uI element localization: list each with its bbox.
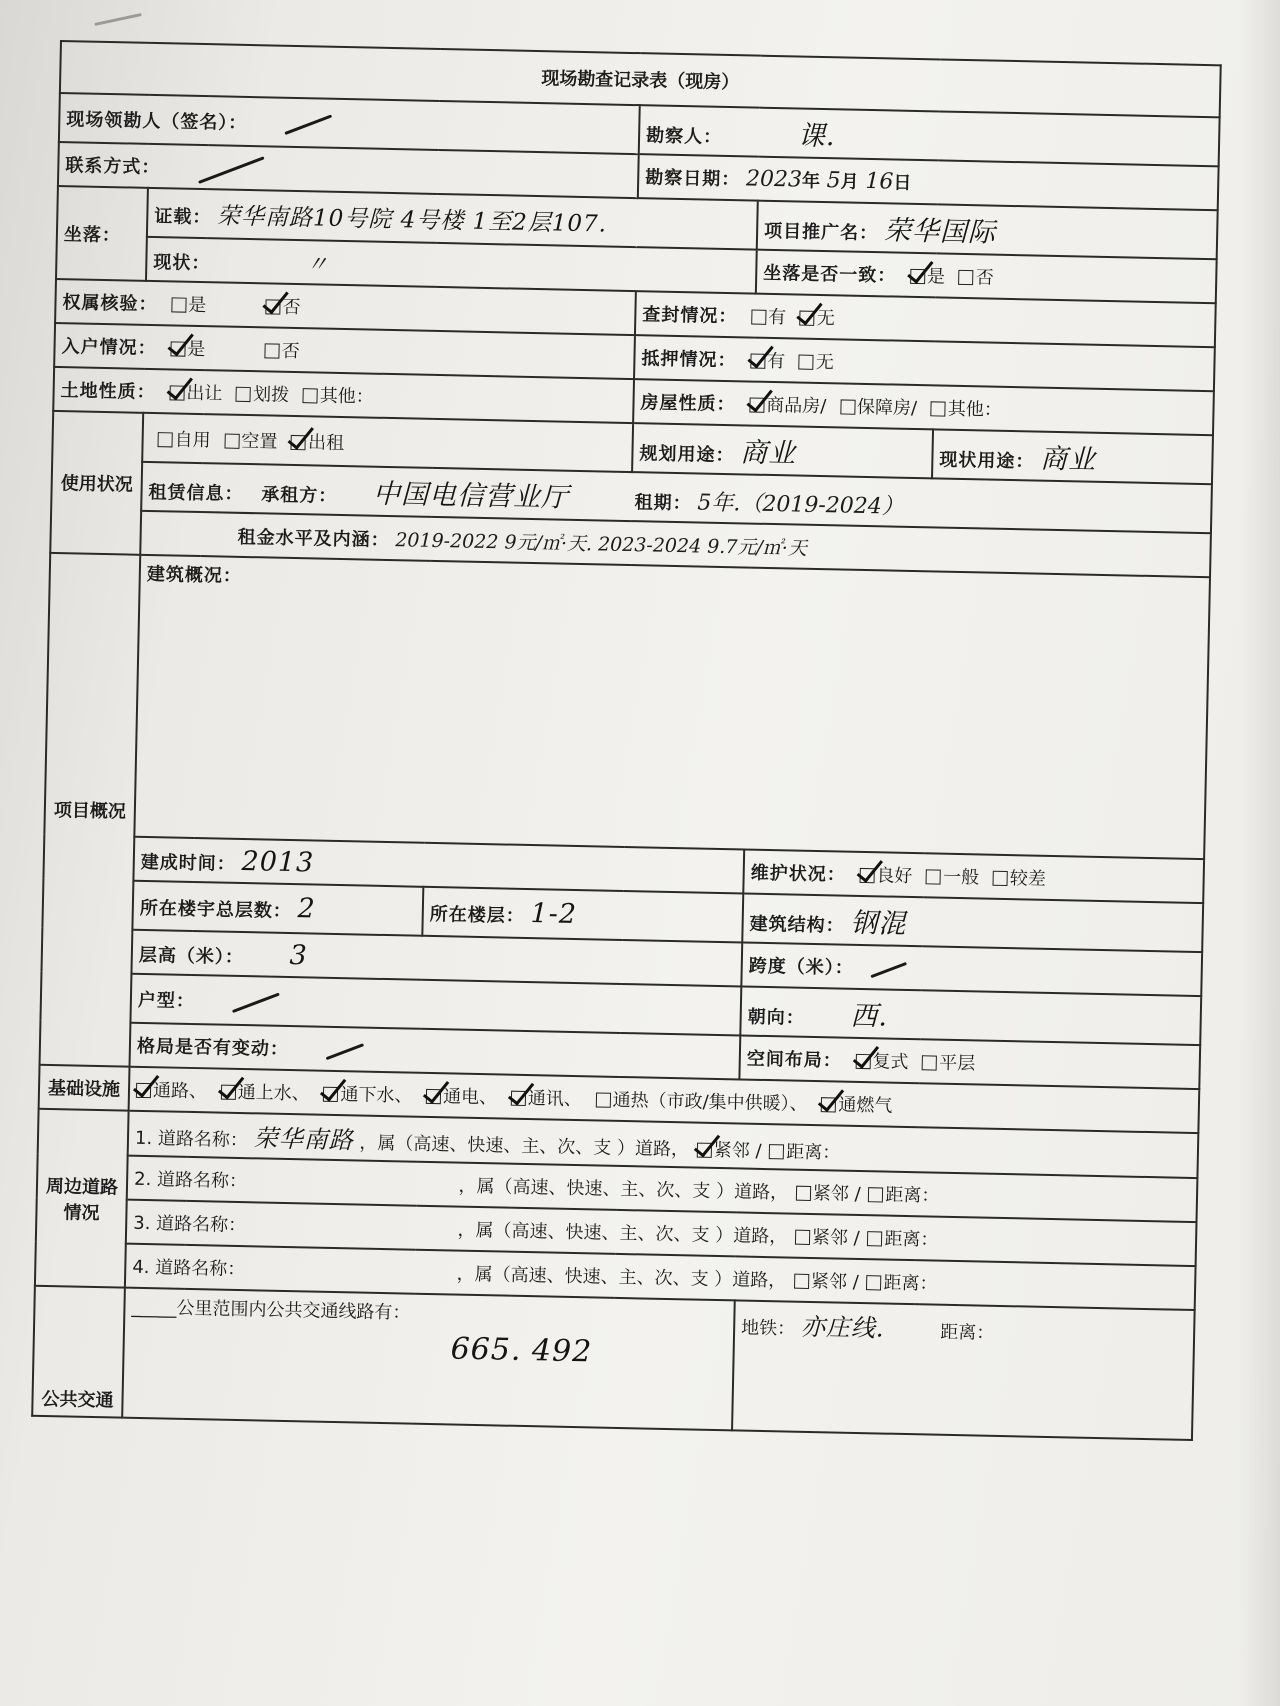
road-adjacent-label: 紧邻 <box>811 1227 849 1249</box>
road-adjacent-checkbox[interactable] <box>697 1143 712 1158</box>
orientation-value: 西. <box>850 1000 889 1033</box>
space-duplex-checkbox[interactable] <box>855 1054 870 1069</box>
road-separator: / <box>848 1183 867 1206</box>
road-number-label: 1. 道路名称： <box>134 1127 249 1152</box>
page-shadow <box>1240 0 1280 1706</box>
road-adjacent-label: 紧邻 <box>812 1183 850 1205</box>
date-month-value: 5 <box>826 168 841 194</box>
land-allocation-label: 划拨 <box>252 384 290 406</box>
road-adjacent-label: 紧邻 <box>713 1139 750 1162</box>
road-number-label: 3. 道路名称： <box>133 1212 247 1237</box>
mortgage-none-checkbox[interactable] <box>799 355 814 370</box>
distance-label: 距离： <box>940 1321 995 1344</box>
infra-telecom-checkbox[interactable] <box>511 1091 526 1106</box>
road-name-value: 荣华南路 <box>253 1124 354 1155</box>
infra-water-supply-checkbox[interactable] <box>221 1085 236 1100</box>
transit-label: 公共交通 <box>32 1286 125 1418</box>
infra-drainage-label: 通下水、 <box>340 1084 413 1107</box>
mortgage-label: 抵押情况： <box>641 348 737 372</box>
match-yes-label: 是 <box>926 266 946 288</box>
match-no-label: 否 <box>975 267 994 289</box>
ownership-yes-label: 是 <box>187 294 207 317</box>
infra-heating-label: 通热（市政/集中供暖）、 <box>612 1089 808 1115</box>
ownership-label: 权属核验： <box>62 292 158 316</box>
entry-no-checkbox[interactable] <box>265 343 280 358</box>
total-floors-label: 所在楼宇总层数： <box>139 897 293 923</box>
space-flat-checkbox[interactable] <box>922 1055 937 1070</box>
mortgage-have-label: 有 <box>766 350 786 373</box>
house-affordable-checkbox[interactable] <box>840 399 855 414</box>
infrastructure-label: 基础设施 <box>39 1065 130 1111</box>
mortgage-none-label: 无 <box>815 351 835 374</box>
seizure-none-checkbox[interactable] <box>800 311 815 326</box>
entry-yes-checkbox[interactable] <box>170 341 185 356</box>
seizure-have-label: 有 <box>767 306 787 329</box>
date-label: 勘察日期： <box>645 167 741 191</box>
span-label: 跨度（米）： <box>748 955 854 979</box>
floor-value: 1-2 <box>530 898 578 931</box>
road-grade-text: ，属（高速、快速、主、次、支 ）道路， <box>456 1263 787 1292</box>
maintenance-label: 维护状况： <box>750 862 846 886</box>
infra-road-label: 通路、 <box>152 1080 208 1103</box>
road-grade-text: ，属（高速、快速、主、次、支 ）道路， <box>457 1219 788 1248</box>
ownership-no-label: 否 <box>282 296 301 319</box>
road-separator: / <box>846 1271 865 1294</box>
cert-label: 证载： <box>154 206 212 229</box>
leader-label: 现场领勘人（签名）： <box>66 108 248 134</box>
span-blank-slash <box>870 961 907 977</box>
road-distance-checkbox[interactable] <box>868 1187 883 1202</box>
usage-label: 使用状况 <box>50 411 143 555</box>
building-overview-label: 建筑概况： <box>146 563 243 587</box>
structure-label: 建筑结构： <box>749 913 845 937</box>
unit-type-blank-slash <box>232 993 280 1014</box>
house-commercial-label: 商品房/ <box>766 394 827 418</box>
planned-use-label: 规划用途： <box>639 443 735 467</box>
road-distance-label: 距离： <box>885 1184 940 1207</box>
survey-form <box>26 40 1220 1704</box>
planned-use-cell <box>632 423 933 478</box>
ownership-yes-checkbox[interactable] <box>171 297 186 312</box>
location-match-label: 坐落是否一致： <box>763 262 897 287</box>
infra-gas-checkbox[interactable] <box>821 1097 836 1112</box>
built-time-value: 2013 <box>241 845 315 879</box>
land-transfer-label: 出让 <box>186 382 223 405</box>
road-separator: / <box>847 1227 866 1250</box>
project-name-label: 项目推广名： <box>763 220 879 245</box>
road-distance-checkbox[interactable] <box>866 1275 881 1290</box>
land-transfer-checkbox[interactable] <box>169 385 184 400</box>
contact-label: 联系方式： <box>65 155 161 179</box>
seizure-label: 查封情况： <box>642 304 738 328</box>
date-day-value: 16 <box>865 168 894 195</box>
project-overview-label: 项目概况 <box>40 553 141 1067</box>
bus-lines-value: 665. 492 <box>450 1331 593 1370</box>
maintenance-poor-checkbox[interactable] <box>993 871 1008 886</box>
infra-water-supply-label: 通上水、 <box>237 1081 310 1105</box>
usage-vacant-checkbox[interactable] <box>224 433 239 448</box>
subway-label: 地铁： <box>740 1317 796 1340</box>
infra-power-label: 通电、 <box>442 1086 498 1109</box>
infra-road-checkbox[interactable] <box>136 1083 151 1098</box>
maintenance-average-label: 一般 <box>942 866 980 889</box>
road-grade-text: ，属（高速、快速、主、次、支 ）道路， <box>458 1175 789 1204</box>
road-number-label: 2. 道路名称： <box>133 1168 248 1193</box>
unit-type-label: 户型： <box>137 989 196 1012</box>
transit-lines-cell <box>122 1288 735 1431</box>
road-separator: / <box>749 1140 768 1163</box>
house-other-label: 其他： <box>947 398 1003 421</box>
usage-rent-checkbox[interactable] <box>291 434 306 449</box>
road-adjacent-checkbox[interactable] <box>794 1274 809 1289</box>
building-overview-cell <box>134 555 1210 859</box>
status-value: 〃 <box>305 251 329 278</box>
road-number-label: 4. 道路名称： <box>132 1256 246 1281</box>
infra-heating-checkbox[interactable] <box>595 1092 610 1107</box>
maintenance-good-label: 良好 <box>876 865 913 888</box>
road-distance-checkbox[interactable] <box>769 1144 784 1159</box>
land-allocation-checkbox[interactable] <box>236 387 251 402</box>
height-label: 层高（米）： <box>138 944 245 968</box>
roads-label: 周边道路情况 <box>35 1109 129 1288</box>
orientation-label: 朝向： <box>747 1006 805 1029</box>
house-other-checkbox[interactable] <box>931 401 946 416</box>
height-value: 3 <box>289 939 309 971</box>
usage-self-checkbox[interactable] <box>158 432 173 447</box>
structure-value: 钢混 <box>850 907 907 940</box>
usage-self-label: 自用 <box>174 428 211 451</box>
house-affordable-label: 保障房/ <box>856 396 918 420</box>
infra-drainage-checkbox[interactable] <box>323 1087 338 1102</box>
location-label: 坐落： <box>56 186 148 281</box>
space-layout-label: 空间布局： <box>746 1048 843 1072</box>
rent-label: 租金水平及内涵： <box>237 526 390 551</box>
land-label: 土地性质： <box>60 380 156 404</box>
layout-changed-blank-slash <box>325 1043 363 1060</box>
lease-term-value: 5年.（2019-2024） <box>697 490 905 520</box>
current-use-label: 现状用途： <box>939 449 1035 473</box>
infra-telecom-label: 通讯、 <box>527 1088 583 1111</box>
maintenance-average-checkbox[interactable] <box>926 869 941 884</box>
layout-changed-label: 格局是否有变动： <box>136 1035 290 1061</box>
subway-value: 亦庄线. <box>800 1312 885 1343</box>
road-grade-text: ，属（高速、快速、主、次、支 ）道路， <box>359 1132 690 1161</box>
mortgage-have-checkbox[interactable] <box>750 354 765 369</box>
floor-label: 所在楼层： <box>429 903 525 927</box>
usage-vacant-label: 空置 <box>241 430 278 453</box>
ownership-no-checkbox[interactable] <box>266 299 281 314</box>
seizure-none-label: 无 <box>816 307 836 330</box>
entry-label: 入户情况： <box>61 336 157 360</box>
space-duplex-label: 复式 <box>872 1051 909 1073</box>
current-use-value: 商业 <box>1039 443 1097 476</box>
road-adjacent-checkbox[interactable] <box>795 1230 810 1245</box>
match-no-checkbox[interactable] <box>959 270 974 285</box>
transit-lines-label: _____公里范围内公共交通线路有： <box>131 1296 411 1324</box>
built-time-label: 建成时间： <box>140 851 237 875</box>
lease-info-label: 租赁信息： <box>148 481 244 505</box>
floor-cell <box>422 887 743 943</box>
status-label: 现状： <box>153 251 211 274</box>
infra-gas-label: 通燃气 <box>838 1094 893 1117</box>
lessee-label: 承租方： <box>261 484 338 507</box>
road-adjacent-label: 紧邻 <box>810 1271 848 1293</box>
surveyor-label: 勘察人： <box>645 125 723 148</box>
seizure-have-checkbox[interactable] <box>751 310 766 325</box>
road-distance-label: 距离： <box>786 1141 841 1164</box>
match-yes-checkbox[interactable] <box>910 269 925 284</box>
lessee-value: 中国电信营业厅 <box>372 478 570 514</box>
usage-rent-label: 出租 <box>307 431 345 454</box>
maintenance-good-checkbox[interactable] <box>859 868 874 883</box>
entry-no-label: 否 <box>281 340 300 363</box>
road-distance-checkbox[interactable] <box>867 1231 882 1246</box>
current-use-cell <box>932 429 1213 484</box>
entry-yes-label: 是 <box>187 338 206 361</box>
date-year-value: 2023 <box>745 166 803 193</box>
date-year-char: 年 <box>801 170 822 192</box>
road-adjacent-checkbox[interactable] <box>796 1186 811 1201</box>
planned-use-value: 商业 <box>739 437 797 470</box>
subway-cell <box>732 1300 1195 1440</box>
infra-power-checkbox[interactable] <box>426 1089 441 1104</box>
lease-term-label: 租期： <box>634 492 692 515</box>
land-other-checkbox[interactable] <box>303 388 318 403</box>
road-distance-label: 距离： <box>883 1272 938 1295</box>
maintenance-poor-label: 较差 <box>1009 868 1047 890</box>
total-floors-value: 2 <box>297 893 317 925</box>
house-label: 房屋性质： <box>640 392 736 416</box>
staple-mark <box>94 13 142 26</box>
survey-table <box>31 40 1222 1441</box>
road-distance-label: 距离： <box>884 1228 939 1251</box>
date-month-char: 月 <box>840 171 860 193</box>
cert-address-value: 荣华南路10号院 4号楼 1至2层107. <box>216 203 608 238</box>
house-commercial-checkbox[interactable] <box>749 398 764 413</box>
leader-blank-slash <box>284 114 332 135</box>
land-other-label: 其他： <box>319 385 375 408</box>
space-flat-label: 平层 <box>939 1052 976 1075</box>
total-floors-cell <box>132 881 423 936</box>
rent-value: 2019-2022 9元/㎡·天. 2023-2024 9.7元/㎡·天 <box>395 528 808 560</box>
form-title: 现场勘查记录表（现房） <box>60 41 1221 117</box>
date-day-char: 日 <box>893 172 913 194</box>
surveyor-value: 课. <box>797 120 836 153</box>
project-name-value: 荣华国际 <box>883 215 997 249</box>
contact-blank-slash <box>198 156 265 184</box>
